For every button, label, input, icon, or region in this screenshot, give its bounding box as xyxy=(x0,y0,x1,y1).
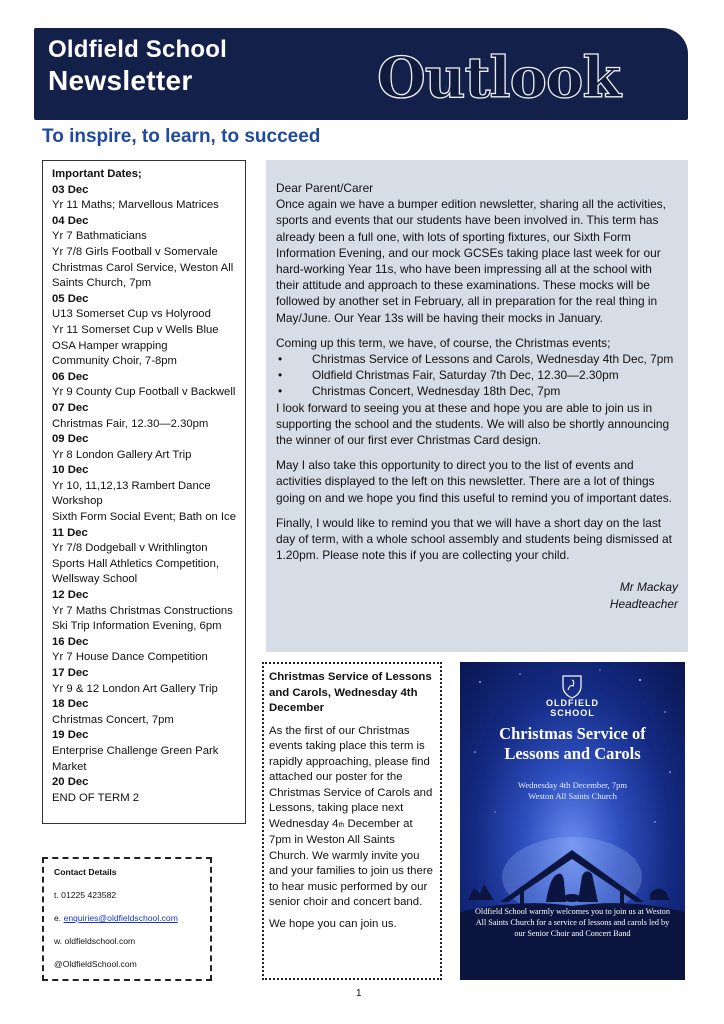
signature-title: Headteacher xyxy=(609,596,678,611)
page-number: 1 xyxy=(356,988,362,999)
date-event: Yr 9 & 12 London Art Gallery Trip xyxy=(52,682,218,695)
date-event: U13 Somerset Cup vs Holyrood xyxy=(52,308,211,321)
carol-service-box xyxy=(262,662,442,980)
letter-paragraph-2: I look forward to seeing you at these and hope you are able to join us in supporting the school and the students. We will also be shortly announcing the winner of our first ever Christmas Card design. xyxy=(276,400,670,448)
letter-paragraph-1: Once again we have a bumper edition newsletter, sharing all the activities, sports and events that our students have been involved in. This term has already been a full one, with lots of sporting fixtures, our Sixth Form Information Evening, and our mock GCSEs taking place last week for our hard-working Year 11s, who have been impressing all at the school with their attitude and approach to these examinations. These mocks will be followed by another set in February, all in preparation for the real thing in May/June. Our Year 13s will be having their mocks in January. xyxy=(276,197,666,325)
date-event: Yr 7 Maths Christmas Constructions xyxy=(52,604,233,617)
carol-service-closing: We hope you can join us. xyxy=(269,917,397,930)
contact-email-link[interactable]: enquiries@oldfieldschool.com xyxy=(63,913,178,923)
letter-paragraph-2-intro: Coming up this term, we have, of course, the Christmas events; xyxy=(276,335,611,350)
date-label: 11 Dec xyxy=(52,526,88,539)
date-label: 03 Dec xyxy=(52,183,89,196)
date-label: 05 Dec xyxy=(52,292,89,305)
date-event: Yr 9 County Cup Football v Backwell xyxy=(52,386,236,399)
contact-phone: t. 01225 423582 xyxy=(54,890,117,900)
list-item: • Christmas Service of Lessons and Carols, Wednesday 4th Dec, 7pm xyxy=(276,351,678,367)
poster-school-line: SCHOOL xyxy=(550,708,595,718)
date-event: Yr 7 Bathmaticians xyxy=(52,230,147,243)
date-label: 19 Dec xyxy=(52,729,89,742)
poster-venue: Weston All Saints Church xyxy=(528,791,617,801)
date-event: Yr 11 Maths; Marvellous Matrices xyxy=(52,199,219,212)
date-event: Community Choir, 7-8pm xyxy=(52,355,177,368)
date-event: OSA Hamper wrapping xyxy=(52,339,168,352)
date-event: Enterprise Challenge Green Park xyxy=(52,744,219,757)
swan-crest-icon xyxy=(563,676,581,698)
contact-social: @OldfieldSchool.com xyxy=(54,959,137,969)
contact-email-row xyxy=(54,913,200,936)
date-event: END OF TERM 2 xyxy=(52,791,140,804)
date-event: Sports Hall Athletics Competition, xyxy=(52,557,220,570)
list-item: • Christmas Concert, Wednesday 18th Dec, 7pm xyxy=(276,383,678,399)
contact-web: w. oldfieldschool.com xyxy=(54,936,136,946)
email-prefix: e. xyxy=(54,913,64,923)
date-event: Yr 8 London Gallery Art Trip xyxy=(52,448,192,461)
contact-title: Contact Details xyxy=(54,867,117,877)
dates-list xyxy=(52,183,236,807)
signature xyxy=(276,579,678,611)
date-label: 18 Dec xyxy=(52,698,89,711)
tagline: To inspire, to learn, to succeed xyxy=(42,126,321,147)
letter-paragraph-3: May I also take this opportunity to direct you to the list of events and activities displayed to the left on this newsletter. There are a lot of things going on and we hope you find this useful to remind you of important dates. xyxy=(276,458,672,505)
school-name: Oldfield School xyxy=(48,36,228,63)
date-label: 12 Dec xyxy=(52,589,89,602)
signature-name: Mr Mackay xyxy=(619,580,678,595)
christmas-events-list xyxy=(276,351,678,400)
poster-date-venue xyxy=(460,780,685,802)
date-event: Wellsway School xyxy=(52,573,138,586)
carol-service-heading: Christmas Service of Lessons and Carols, Wednesday 4th December xyxy=(269,671,432,714)
date-label: 09 Dec xyxy=(52,433,89,446)
important-dates-box xyxy=(42,160,246,824)
date-event: Yr 7/8 Girls Football v Somervale xyxy=(52,245,218,258)
ordinal-suffix: th xyxy=(338,821,345,829)
carol-service-body xyxy=(269,724,435,911)
date-event: Yr 7 House Dance Competition xyxy=(52,651,208,664)
poster-blurb: Oldfield School warmly welcomes you to join us at Weston All Saints Church for a service of lessons and carols led by our Senior Choir and Concert Band xyxy=(475,907,670,938)
date-label: 06 Dec xyxy=(52,370,89,383)
poster-date: Wednesday 4th December, 7pm xyxy=(517,780,628,790)
date-event: Christmas Fair, 12.30—2.30pm xyxy=(52,417,209,430)
contact-details-box xyxy=(42,857,212,981)
date-event: Workshop xyxy=(52,495,103,508)
date-event: Market xyxy=(52,760,87,773)
date-event: Christmas Carol Service, Weston All xyxy=(52,261,234,274)
letter-paragraph-4: Finally, I would like to remind you that we will have a short day on the last day of term, with a whole school assembly and students being dismissed at 1.20pm. Please note this if you are collecting your child. xyxy=(276,515,672,563)
letter-greeting: Dear Parent/Carer xyxy=(276,181,374,195)
date-label: 10 Dec xyxy=(52,464,89,477)
date-label: 20 Dec xyxy=(52,776,89,789)
carol-body-text: December at 7pm in Weston All Saints Church. We warmly invite you and your families to join us there to hear music performed by our senior choir and concert band. xyxy=(269,817,433,908)
carol-service-poster xyxy=(460,662,685,980)
date-event: Sixth Form Social Event; Bath on Ice xyxy=(52,511,236,524)
headteacher-letter xyxy=(266,160,688,652)
masthead-banner xyxy=(34,28,688,120)
date-label: 07 Dec xyxy=(52,401,89,414)
list-item: • Oldfield Christmas Fair, Saturday 7th Dec, 12.30—2.30pm xyxy=(276,367,678,383)
poster-title xyxy=(460,724,685,764)
important-dates-title: Important Dates; xyxy=(52,168,142,180)
date-event: Yr 7/8 Dodgeball v Writhlington xyxy=(52,542,208,555)
date-label: 16 Dec xyxy=(52,635,89,648)
outlook-masthead: Outlook xyxy=(377,45,621,111)
poster-title-line: Christmas Service of xyxy=(499,724,646,743)
date-label: 17 Dec xyxy=(52,667,89,679)
poster-school-line: OLDFIELD xyxy=(546,698,599,708)
date-event: Christmas Concert, 7pm xyxy=(52,713,174,726)
date-event: Yr 11 Somerset Cup v Wells Blue xyxy=(52,323,219,336)
date-event: Yr 10, 11,12,13 Rambert Dance xyxy=(52,479,211,492)
date-event: Saints Church, 7pm xyxy=(52,277,152,290)
carol-body-text: As the first of our Christmas events taking place this term is rapidly approaching, please find attached our poster for the Christmas Service of Carols and Lessons, taking place next Wednesday 4 xyxy=(269,724,433,830)
date-label: 04 Dec xyxy=(52,214,89,227)
date-event: Ski Trip Information Evening, 6pm xyxy=(52,620,222,633)
newsletter-label: Newsletter xyxy=(48,65,193,96)
poster-title-line: Lessons and Carols xyxy=(504,744,641,763)
poster-school-name xyxy=(460,698,685,718)
